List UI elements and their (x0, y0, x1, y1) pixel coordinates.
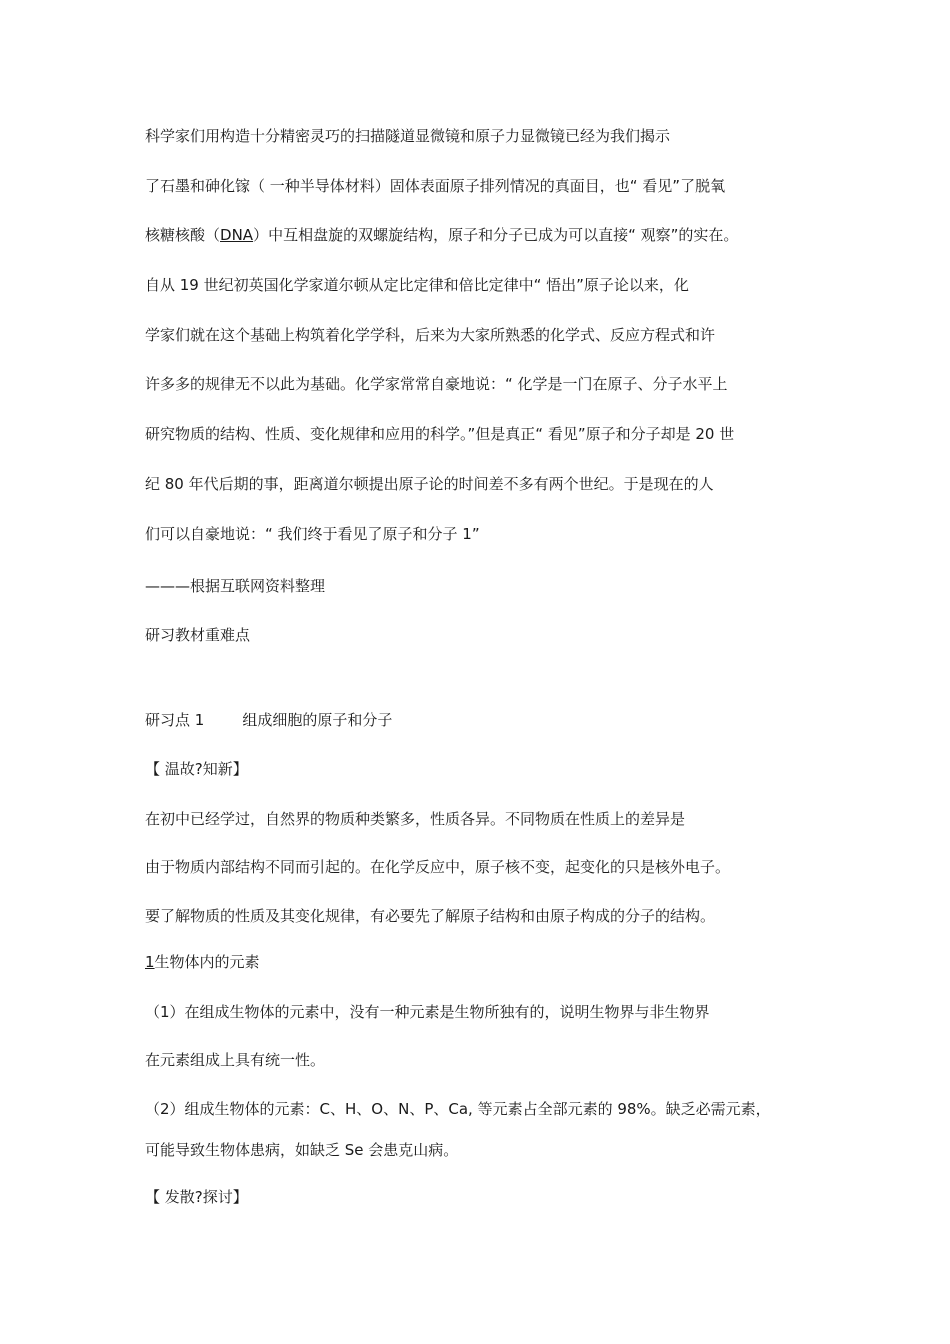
section-heading: 研习教材重难点 (145, 626, 251, 644)
text-line: 要了解物质的性质及其变化规律，有必要先了解原子结构和由原子构成的分子的结构。 (145, 907, 716, 925)
text-fragment: 核糖核酸（ (145, 226, 221, 244)
text-line (145, 225, 738, 245)
text-line: 由于物质内部结构不同而引起的。在化学反应中，原子核不变，起变化的只是核外电子。 (145, 858, 731, 876)
text-line: 在元素组成上具有统一性。 (145, 1051, 326, 1069)
dna-term: DNA (220, 226, 254, 244)
text-line: （2）组成生物体的元素：C、H、O、N、P、Ca, 等元素占全部元素的 98%。缺乏必需元素， (145, 1100, 771, 1118)
text-line: 在初中已经学过，自然界的物质种类繁多，性质各异。不同物质在性质上的差异是 (145, 810, 686, 828)
text-line: 了石墨和砷化镓（ 一种半导体材料）固体表面原子排列情况的真面目，也“ 看见”了脱氧 (145, 177, 726, 195)
item-title: 生物体内的元素 (154, 953, 260, 971)
text-fragment: ）中互相盘旋的双螺旋结构，原子和分子已成为可以直接“ 观察”的实在。 (253, 226, 739, 244)
text-line: 学家们就在这个基础上构筑着化学学科，后来为大家所熟悉的化学式、反应方程式和许 (145, 326, 716, 344)
text-line: 纪 80 年代后期的事，距离道尔顿提出原子论的时间差不多有两个世纪。于是现在的人 (145, 475, 714, 493)
point-title: 组成细胞的原子和分子 (242, 711, 393, 729)
item-number: 1 (145, 953, 155, 971)
source-note: ———根据互联网资料整理 (145, 577, 326, 595)
item-heading (145, 952, 260, 972)
text-line: （1）在组成生物体的元素中，没有一种元素是生物所独有的，说明生物界与非生物界 (145, 1003, 710, 1021)
text-line: 研究物质的结构、性质、变化规律和应用的科学。”但是真正“ 看见”原子和分子却是 20 世 (145, 425, 735, 443)
text-line: 们可以自豪地说：“ 我们终于看见了原子和分子 1” (145, 525, 480, 543)
point-label: 研习点 1 (145, 711, 205, 729)
review-heading: 【 温故?知新】 (145, 760, 248, 778)
text-line: 许多多的规律无不以此为基础。化学家常常自豪地说：“ 化学是一门在原子、分子水平上 (145, 375, 728, 393)
text-line: 自从 19 世纪初英国化学家道尔顿从定比定律和倍比定律中“ 悟出”原子论以来，化 (145, 276, 689, 294)
text-line: 科学家们用构造十分精密灵巧的扫描隧道显微镜和原子力显微镜已经为我们揭示 (145, 127, 671, 145)
discuss-heading: 【 发散?探讨】 (145, 1188, 248, 1206)
text-line: 可能导致生物体患病，如缺乏 Se 会患克山病。 (145, 1141, 459, 1159)
point-heading (145, 710, 392, 730)
